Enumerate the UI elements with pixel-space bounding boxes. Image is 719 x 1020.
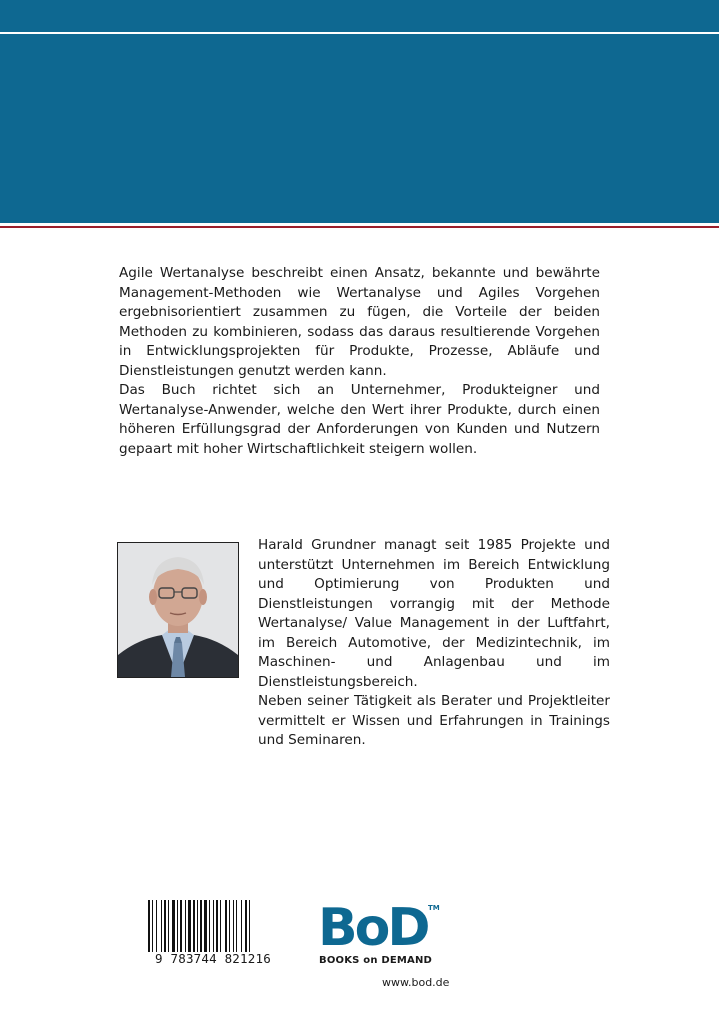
blurb-paragraph-2: Das Buch richtet sich an Unternehmer, Produkteigner und Wertanalyse-Anwender, welche den Wert ihrer Produkte, durch einen höheren Erfüllungsgrad der Anforderungen von Kunden und Nutzern gepaart mit hoher Wirtschaftlichkeit steigern wollen.	[119, 382, 600, 457]
header-rule	[0, 32, 719, 34]
publisher-subtitle: BOOKS on DEMAND	[319, 955, 433, 966]
author-bio-paragraph-1: Harald Grundner managt seit 1985 Projekte und unterstützt Unternehmen im Bereich Entwicklung und Optimierung von Produkten und Dienstleistungen vorrangig mit der Methode Wertanalyse/ Value Management in der Luftfahrt, im Bereich Automotive, der Medizintechnik, im Maschinen- und Anlagenbau und im Dienstleistungsbereich.	[258, 537, 610, 690]
book-blurb	[119, 264, 600, 459]
author-bio	[258, 536, 610, 751]
author-photo	[117, 542, 239, 678]
bod-logo: BoD	[318, 898, 428, 958]
divider-rule	[0, 226, 719, 228]
trademark-mark: TM	[428, 904, 440, 912]
author-bio-paragraph-2: Neben seiner Tätigkeit als Berater und Projektleiter vermittelt er Wissen und Erfahrungen in Trainings und Seminaren.	[258, 693, 610, 748]
isbn-digits: 9 783744 821216	[146, 952, 280, 966]
blurb-paragraph-1: Agile Wertanalyse beschreibt einen Ansatz, bekannte und bewährte Management-Methoden wie Wertanalyse und Agiles Vorgehen ergebnisorientiert zusammen zu fügen, die Vorteile der beiden Methoden zu kombinieren, sodass das daraus resultierende Vorgehen in Entwicklungsprojekten für Produkte, Prozesse, Abläufe und Dienstleistungen genutzt werden kann.	[119, 265, 600, 379]
author-portrait-image	[118, 543, 238, 677]
publisher-url: www.bod.de	[382, 976, 450, 989]
